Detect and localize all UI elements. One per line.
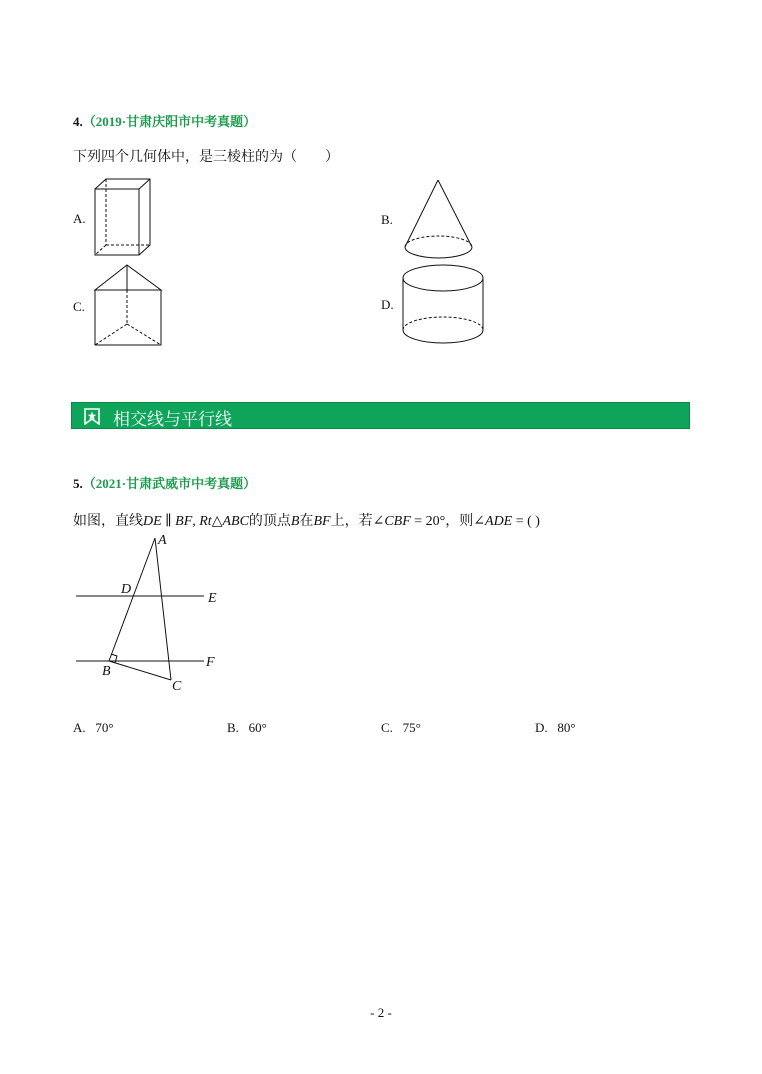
label-b: B (102, 664, 111, 679)
q5-text-parallel: ∥ (161, 514, 176, 529)
segment-ab (109, 538, 155, 661)
q5-text-on: 在 (299, 514, 314, 529)
q4-header (73, 111, 256, 130)
q5-option-d-value: 80° (557, 720, 576, 735)
section-header-bar (71, 402, 690, 429)
q5-option-b-label: B. (227, 720, 239, 735)
q5-text-bf: BF (175, 514, 193, 529)
q5-option-d (535, 720, 576, 736)
q5-text-vertex: 的顶点 (248, 514, 291, 529)
q5-text-rt: Rt△ (199, 514, 223, 529)
q4-number: 4. (73, 114, 83, 129)
label-a: A (158, 533, 167, 548)
q5-question-text (73, 510, 540, 530)
q4-question-text: 下列四个几何体中，是三棱柱的为（ ） (73, 150, 339, 165)
q5-option-c-value: 75° (402, 720, 421, 735)
q5-text-1: 如图，直线 (73, 514, 143, 529)
q4-option-d-label: D. (381, 297, 394, 312)
section-title: 相交线与平行线 (113, 410, 232, 430)
cylinder-figure (398, 262, 490, 350)
q5-text-on2: 上，若∠ (330, 514, 385, 529)
q5-text-eq20: = 20°，则∠ (410, 514, 486, 529)
q5-text-b: B (290, 514, 300, 529)
parallel-lines-triangle-figure (70, 530, 230, 700)
label-d: D (121, 582, 132, 597)
page-number: - 2 - (370, 1005, 392, 1020)
q5-text-comma: , (192, 514, 200, 529)
segment-bc (109, 661, 171, 680)
star-bookmark-icon (84, 408, 100, 425)
q5-option-b-value: 60° (248, 720, 267, 735)
q5-text-abc: ABC (222, 514, 249, 529)
q5-option-c (381, 720, 421, 736)
q5-text-cbf: CBF (384, 514, 411, 529)
q4-option-b-label: B. (381, 212, 393, 227)
q4-option-a-label: A. (73, 211, 86, 226)
q5-option-c-label: C. (381, 720, 393, 735)
q5-option-a-label: A. (73, 720, 86, 735)
label-c: C (172, 679, 182, 694)
q5-text-ade: ADE (485, 514, 513, 529)
q5-option-a-value: 70° (95, 720, 114, 735)
segment-ac (155, 538, 171, 680)
q5-number: 5. (73, 476, 83, 491)
label-f: F (206, 655, 215, 670)
q5-header (73, 473, 256, 492)
q5-text-de: DE (143, 514, 162, 529)
q5-option-d-label: D. (535, 720, 548, 735)
q5-option-a (73, 720, 114, 736)
q4-option-c-label: C. (73, 299, 85, 314)
rectangular-prism-figure (90, 175, 155, 260)
q5-option-b (227, 720, 267, 736)
triangular-prism-figure (90, 262, 170, 350)
q5-text-bf2: BF (313, 514, 331, 529)
q4-source: （2019·甘肃庆阳市中考真题） (82, 114, 257, 129)
q5-text-eqparen: = ( ) (512, 514, 540, 529)
q5-source: （2021·甘肃武威市中考真题） (82, 476, 257, 491)
cone-figure (400, 175, 480, 265)
label-e: E (208, 591, 217, 606)
